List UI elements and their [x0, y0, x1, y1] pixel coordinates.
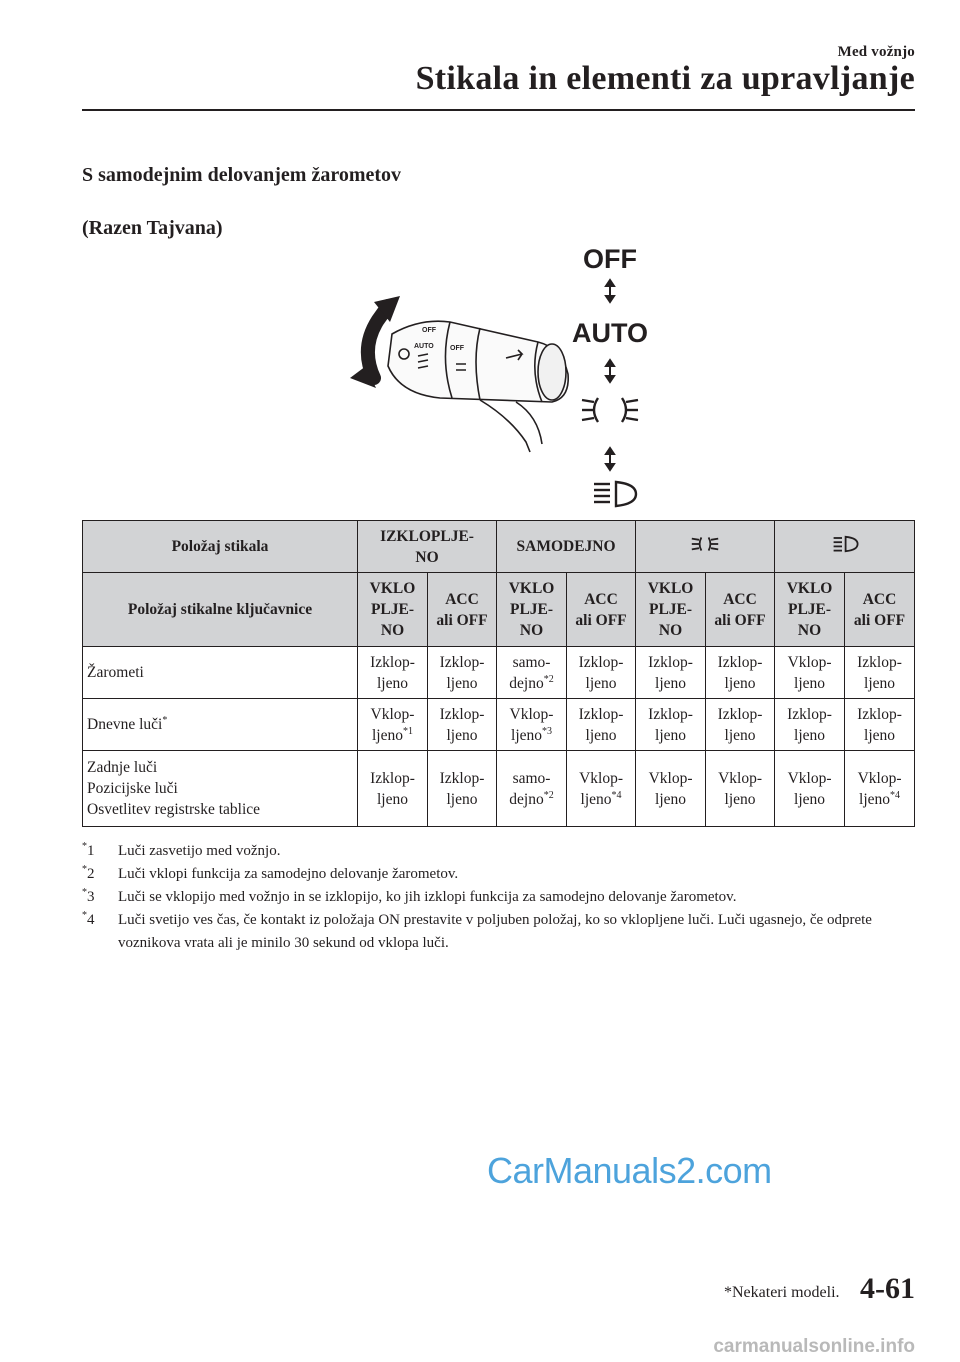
- table-cell: Izklop- ljeno: [358, 647, 428, 699]
- table-cell: Izklop- ljeno: [706, 647, 775, 699]
- table-cell: Izklop- ljeno: [845, 699, 915, 751]
- table-row-headlights: [83, 647, 915, 699]
- section-title: S samodejnim delovanjem žarometov: [82, 164, 402, 186]
- acc-line2: ali OFF: [714, 611, 766, 629]
- row-label-headlights: Žarometi: [83, 647, 358, 699]
- page-title: Stikala in elementi za upravljanje: [415, 60, 915, 97]
- header-off: [358, 521, 497, 573]
- header-ignition-on: [775, 573, 845, 647]
- footnotes: [82, 840, 914, 955]
- on-line2: PLJE-: [649, 601, 693, 618]
- parking-lights-icon: [687, 535, 723, 553]
- footnote-2: *2 Luči vklopi funkcija za samodejno delovanje žarometov.: [82, 864, 459, 882]
- on-line2: PLJE-: [370, 601, 415, 618]
- table-cell: Izklop- ljeno: [428, 751, 497, 827]
- table-cell: Vklop- ljeno: [775, 751, 845, 827]
- header-ignition-on: [358, 573, 428, 647]
- header-ignition-acc: [428, 573, 497, 647]
- table-header-ignition-position: [83, 573, 915, 647]
- table-cell: Vklop- ljeno$^{*3}$: [497, 699, 567, 751]
- headlight-icon: [594, 482, 636, 506]
- header-ignition-on: [636, 573, 706, 647]
- row-label-tail-lights: Zadnje luči Pozicijske luči Osvetlitev registrske tablice: [83, 751, 358, 827]
- acc-line1: ACC: [723, 590, 757, 608]
- table-cell: Vklop- ljeno: [775, 647, 845, 699]
- on-line2: PLJE-: [788, 601, 832, 618]
- header-auto: SAMODEJNO: [497, 521, 636, 573]
- stalk-auto-label: AUTO: [414, 343, 434, 350]
- table-cell: Izklop- ljeno: [567, 699, 636, 751]
- table-cell: Izklop- ljeno: [567, 647, 636, 699]
- on-line3: NO: [519, 622, 544, 639]
- table-cell: Vklop- ljeno$^{*1}$: [358, 699, 428, 751]
- on-line1: VKLO: [369, 580, 416, 597]
- table-cell: Izklop- ljeno: [775, 699, 845, 751]
- acc-line2: ali OFF: [436, 611, 488, 629]
- parking-lights-icon: [582, 398, 638, 422]
- header-ignition-acc: [706, 573, 775, 647]
- double-arrow-icon: [606, 448, 614, 470]
- on-line3: NO: [380, 622, 405, 639]
- table-row-tail-lights: [83, 751, 915, 827]
- double-arrow-icon: [606, 280, 614, 302]
- header-ignition-label: Položaj stikalne ključavnice: [83, 573, 358, 647]
- stalk-off-label: OFF: [422, 327, 436, 334]
- table-cell: Vklop- ljeno: [636, 751, 706, 827]
- table-cell: Vklop- ljeno: [706, 751, 775, 827]
- watermark-link[interactable]: CarManuals2.com: [487, 1150, 772, 1191]
- table-row-daytime-lights: [83, 699, 915, 751]
- page-number: 4-61: [860, 1272, 915, 1305]
- table-cell: samo- dejno$^{*2}$: [497, 647, 567, 699]
- table-cell: Izklop- ljeno: [706, 699, 775, 751]
- table-cell: samo- dejno$^{*2}$: [497, 751, 567, 827]
- on-line1: VKLO: [508, 580, 555, 597]
- chapter-label: Med vožnjo: [837, 44, 915, 60]
- acc-line1: ACC: [862, 590, 897, 608]
- table-cell: Vklop- ljeno$^{*4}$: [567, 751, 636, 827]
- table-cell: Izklop- ljeno: [636, 647, 706, 699]
- off-label: OFF: [583, 244, 637, 274]
- header-off-line2: NO: [415, 548, 439, 566]
- section-subtitle: (Razen Tajvana): [82, 217, 223, 239]
- headlight-icon: [830, 535, 860, 553]
- footnote-4: *4 Luči svetijo ves čas, če kontakt iz položaja ON prestavite v poljuben položaj, ko so vklopljene luči. Luči ugasnejo, če odprete voznikova vrata ali je minilo 30 sekund od vklopa luči.: [82, 910, 872, 951]
- on-line1: VKLO: [647, 580, 694, 597]
- header-switch-position-label: Položaj stikala: [83, 521, 358, 573]
- acc-line1: ACC: [584, 590, 618, 608]
- on-line3: NO: [658, 622, 683, 639]
- site-watermark: carmanualsonline.info: [713, 1336, 915, 1357]
- acc-line2: ali OFF: [853, 611, 906, 629]
- header-ignition-acc: [845, 573, 915, 647]
- table-cell: Izklop- ljeno: [428, 699, 497, 751]
- row-label-daytime-lights: Dnevne luči*: [83, 699, 358, 751]
- headlight-switch-figure: [330, 238, 670, 510]
- table-cell: Vklop- ljeno$^{*4}$: [845, 751, 915, 827]
- header-parking-lights: [636, 521, 775, 573]
- header-ignition-acc: [567, 573, 636, 647]
- lights-table: [82, 520, 915, 827]
- auto-label: AUTO: [571, 318, 649, 348]
- footnote-3: *3 Luči se vklopijo med vožnjo in se izklopijo, ko jih izklopi funkcija za samodejno delovanje žarometov.: [82, 887, 737, 905]
- footer-note: *Nekateri modeli.: [724, 1284, 840, 1301]
- header-ignition-on: [497, 573, 567, 647]
- table-cell: Izklop- ljeno: [845, 647, 915, 699]
- table-header-switch-position: [83, 521, 915, 573]
- header-off-line1: IZKLOPLJE-: [380, 527, 474, 545]
- stalk-off2-label: OFF: [450, 345, 464, 352]
- acc-line1: ACC: [445, 590, 479, 608]
- header-rule: [82, 109, 915, 111]
- on-line3: NO: [797, 622, 822, 639]
- table-cell: Izklop- ljeno: [636, 699, 706, 751]
- footnote-1: *1 Luči zasvetijo med vožnjo.: [82, 841, 281, 859]
- switch-stalk: [388, 321, 568, 452]
- on-line1: VKLO: [786, 580, 833, 597]
- header-headlights: [775, 521, 915, 573]
- double-arrow-icon: [606, 360, 614, 382]
- table-cell: Izklop- ljeno: [428, 647, 497, 699]
- table-cell: Izklop- ljeno: [358, 751, 428, 827]
- acc-line2: ali OFF: [575, 611, 627, 629]
- on-line2: PLJE-: [509, 601, 554, 618]
